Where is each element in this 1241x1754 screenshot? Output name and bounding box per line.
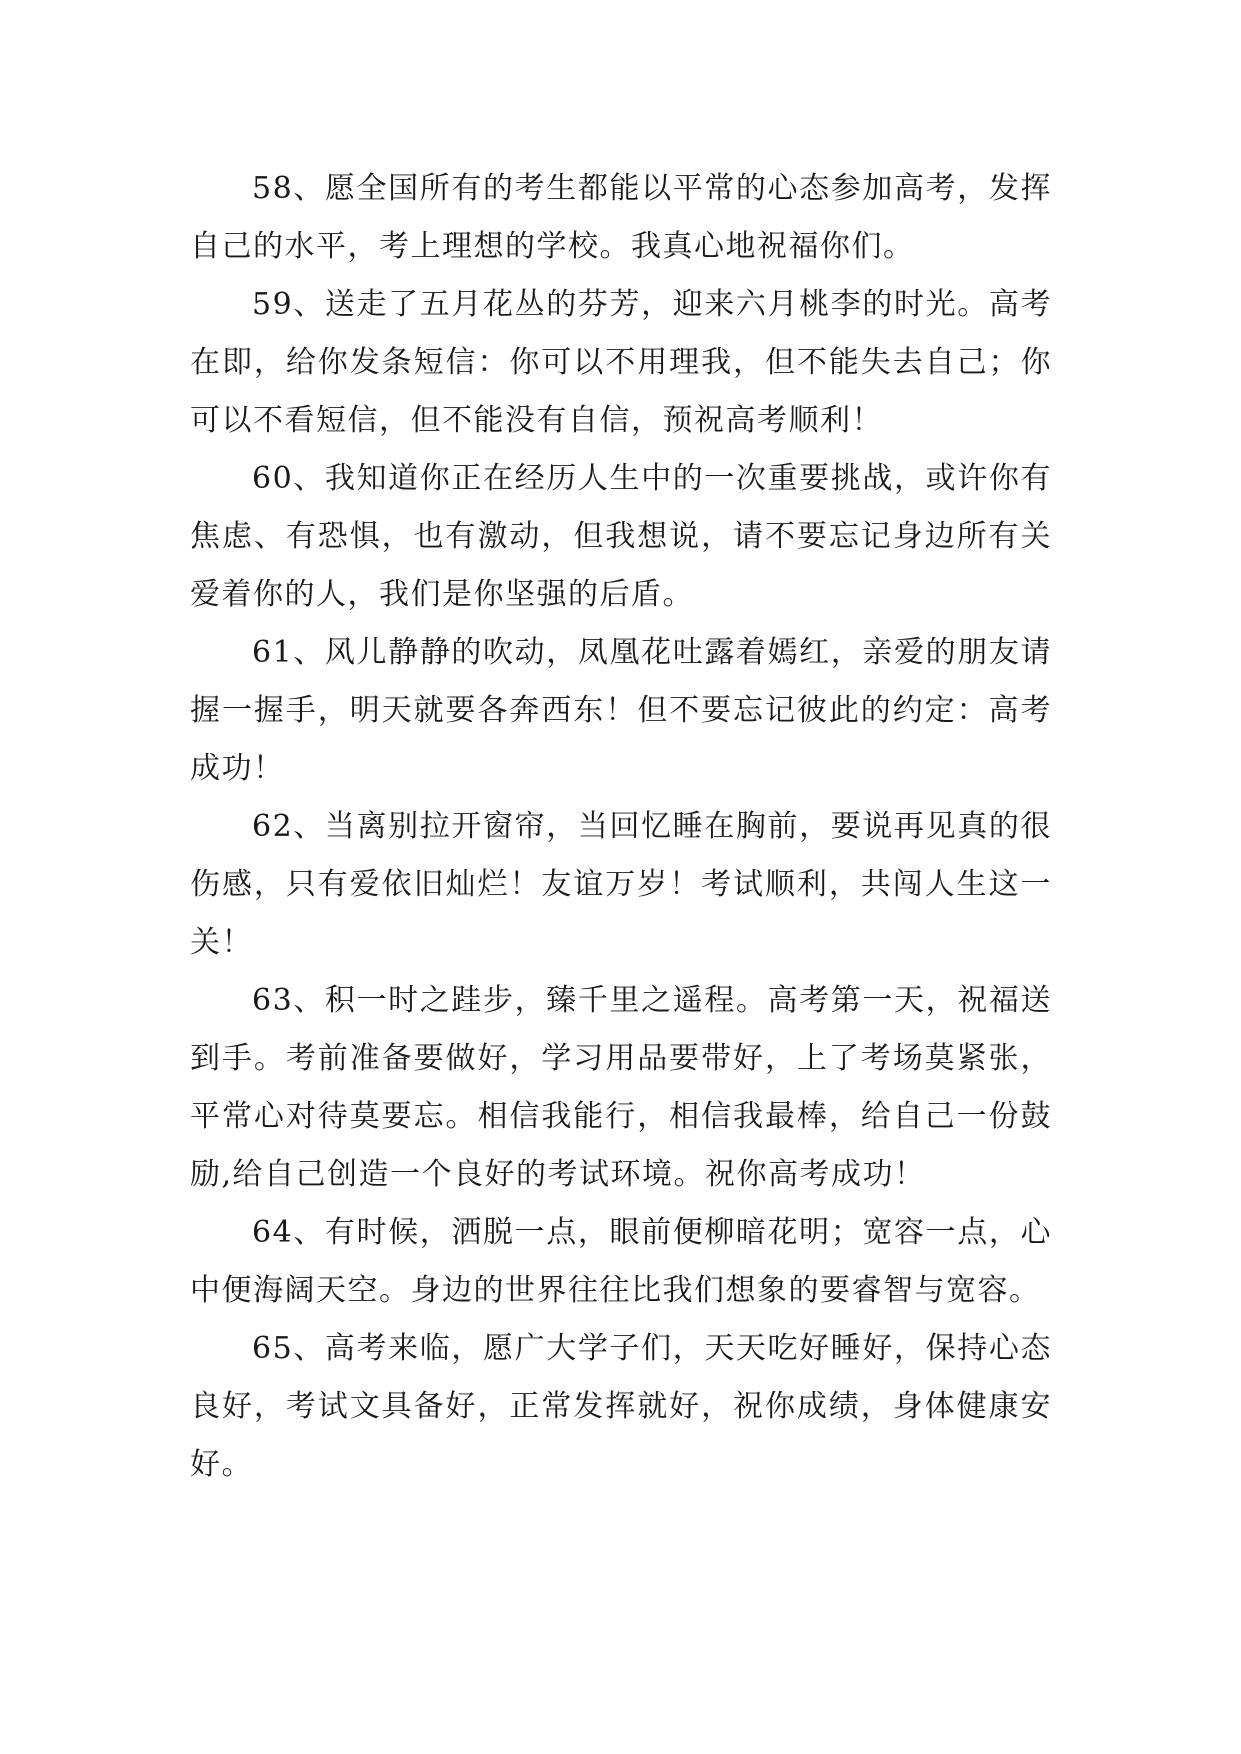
paragraph-62: 62、当离别拉开窗帘，当回忆睡在胸前，要说再见真的很伤感，只有爱依旧灿烂！友谊万岁！考试顺利，共闯人生这一关！ — [190, 809, 1052, 960]
paragraph-58: 58、愿全国所有的考生都能以平常的心态参加高考，发挥自己的水平，考上理想的学校。我真心地祝福你们。 — [190, 171, 1052, 264]
paragraph-59: 59、送走了五月花丛的芬芳，迎来六月桃李的时光。高考在即，给你发条短信：你可以不用理我，但不能失去自己；你可以不看短信，但不能没有自信，预祝高考顺利！ — [190, 287, 1052, 438]
paragraph-63: 63、积一时之跬步，臻千里之遥程。高考第一天，祝福送到手。考前准备要做好，学习用品要带好，上了考场莫紧张，平常心对待莫要忘。相信我能行，相信我最棒，给自己一份鼓励,给自己创造一个良好的考试环境。祝你高考成功！ — [190, 983, 1052, 1192]
paragraph-61: 61、风儿静静的吹动，凤凰花吐露着嫣红，亲爱的朋友请握一握手，明天就要各奔西东！但不要忘记彼此的约定：高考成功！ — [190, 635, 1052, 786]
paragraph-64: 64、有时候，洒脱一点，眼前便柳暗花明；宽容一点，心中便海阔天空。身边的世界往往比我们想象的要睿智与宽容。 — [190, 1215, 1052, 1308]
document-body — [190, 160, 1052, 1494]
paragraph-60: 60、我知道你正在经历人生中的一次重要挑战，或许你有焦虑、有恐惧，也有激动，但我想说，请不要忘记身边所有关爱着你的人，我们是你坚强的后盾。 — [190, 461, 1052, 612]
paragraph-65: 65、高考来临，愿广大学子们，天天吃好睡好，保持心态良好，考试文具备好，正常发挥就好，祝你成绩，身体健康安好。 — [190, 1331, 1052, 1482]
